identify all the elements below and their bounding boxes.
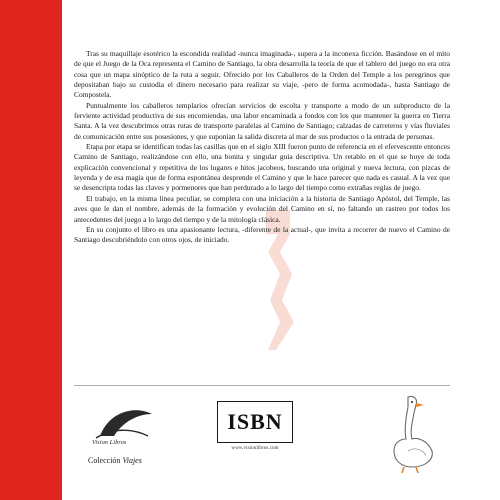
collection-name: Viajes	[122, 456, 142, 465]
synopsis-paragraph-4: El trabajo, en la misma línea peculiar, se completa con una iniciación a la historia de Santiago Apóstol, del Temple, las aves que le dan el nombre, además de la formación y evolución del Camino en sí, no faltando un rastreo por todos los antecedentes del juego a lo largo del tiempo y de la mitología clásica.	[74, 193, 450, 224]
red-spine-bar	[0, 0, 62, 500]
collection-prefix: Colección	[88, 456, 121, 465]
synopsis-paragraph-3: Etapa por etapa se identifican todas las casillas que en el siglo XIII fueron punto de referencia en el efervescente entonces Camino de Santiago, realizándose con ello, una bonita y singular guía descriptiva. Un retablo en el que se huye de toda explicación convencional y repetitiva de los lugares e hitos jacobeos, buscando una original y nueva lectura, con pizcas de leyenda y de esa magia que de forma espontánea desprende el Camino y que le hace parecer que nada es casual. A la vez que se desencripta todas las claves y pormenores que han perdurado a lo largo del tiempo como extrañas reglas de juego.	[74, 142, 450, 193]
footer-divider	[74, 385, 450, 386]
goose-icon	[388, 393, 436, 475]
publisher-website: www.visionlibros.com	[231, 446, 279, 451]
isbn-label: ISBN	[227, 409, 283, 434]
collection-label	[88, 456, 198, 465]
publisher-logo-text: Vision Libros	[92, 440, 127, 446]
synopsis-paragraph-1: Tras su maquillaje esotérico la escondida realidad -nunca imaginada-, supera a la inconexa ficción. Basándose en el mito de que el Juego de la Oca representa el Camino de Santiago, la obra desarrolla la teoría de que el tablero del juego no era otra cosa que un mapa sinóptico de la ruta a seguir. Ofrecido por los Caballeros de la Orden del Temple a los peregrinos que depositaban bajo su custodia el dinero necesario para realizar su viaje, -pero de forma acomodada-, hasta Santiago de Compostela.	[74, 49, 450, 100]
synopsis-text	[74, 49, 450, 246]
synopsis-paragraph-2: Puntualmente los caballeros templarios ofrecían servicios de escolta y transporte a modo de un subproducto de la ferviente actividad productiva de sus encomiendas, una labor encaminada a fondos con los que mantener la guerra en Tierra Santa. A la vez descubrimos otras rutas de transporte paralelas al Camino de Santiago; calzadas de carreteros y vías fluviales de comunicación entre sus posesiones, y que suponían la salida discreta al mar de sus productos o la entrada de personas.	[74, 100, 450, 141]
isbn-barcode-box	[217, 401, 293, 443]
synopsis-paragraph-5: En su conjunto el libro es una apasionante lectura, -diferente de la actual-, que invita a recorrer de nuevo el Camino de Santiago descubriéndolo con otros ojos, de iniciado.	[74, 224, 450, 245]
